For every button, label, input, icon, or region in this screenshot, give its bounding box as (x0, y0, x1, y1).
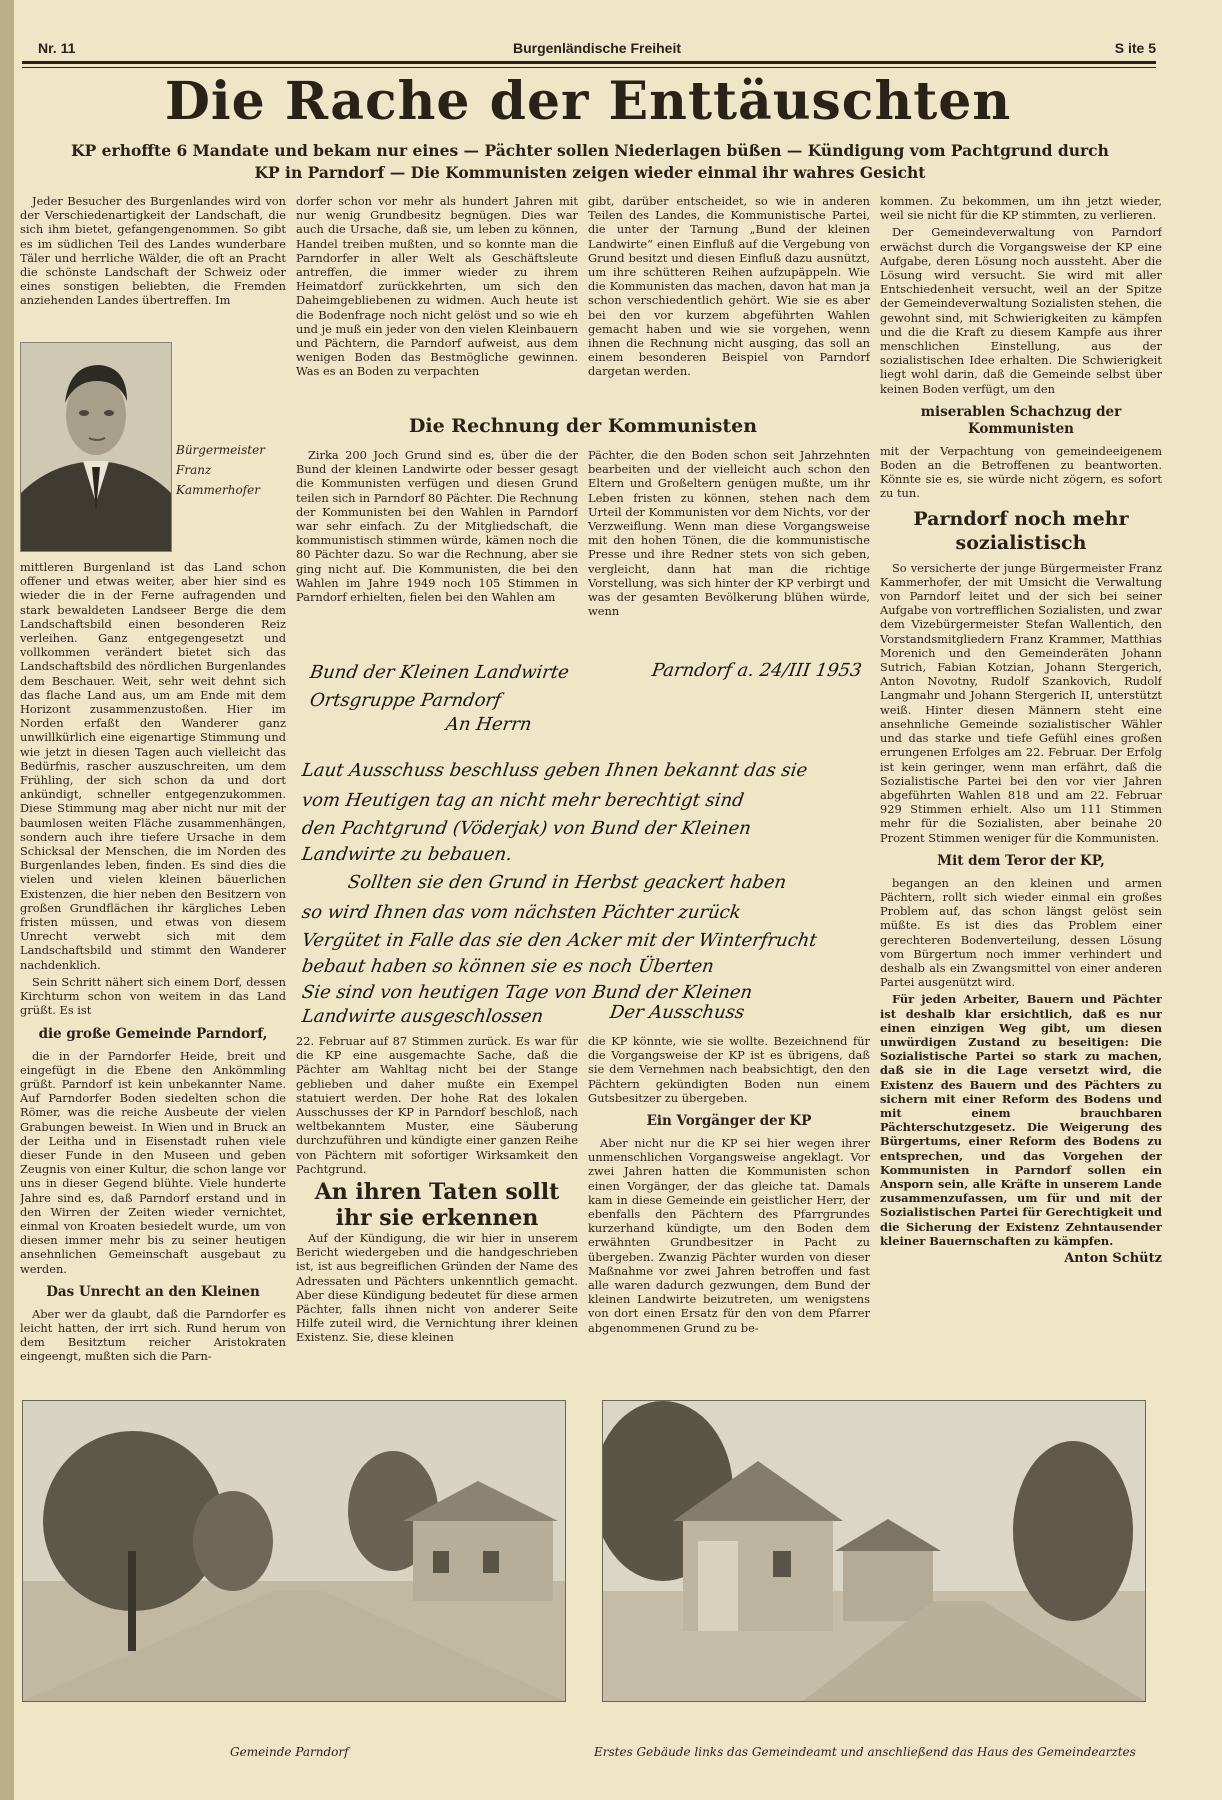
paragraph: Für jeden Arbeiter, Bauern und Pächter ist deshalb klar ersichtlich, daß es nur einen einzigen Weg gibt, um diesen unwürdigen Zustand zu beseitigen: Die Sozialistische Partei so stark zu machen, daß sie in die Lage versetzt wird, die Existenz des Bauern und des Pächters zu sichern mit einer Reform des Bodens und mit einem brauchbaren Pächterschutzgesetz. Die Weigerung des Bürgertums, einer Reform des Bodens zu entsprechen, und das Vorgehen der Kommunisten in Parndorf sollen ein Ansporn sein, alle Kräfte in unserem Lande zusammenzufassen, um für und mit der Sozialistischen Partei für Gerechtigkeit und die Sicherung der Existenz Zehntausender kleiner Bauernschaften zu kämpfen. (880, 992, 1162, 1248)
section-heading-teror: Mit dem Teror der KP, (937, 852, 1105, 869)
section-heading-vorgaenger: Ein Vorgänger der KP (646, 1113, 812, 1130)
letter-line: Bund der Kleinen Landwirte (308, 662, 571, 683)
letter-line: bebaut haben so können sie es noch Überten (300, 956, 716, 977)
paragraph: Aber nicht nur die KP sei hier wegen ihrer unmenschlichen Vorgangsweise angeklagt. Vor zwei Jahren hatten die Kommunisten schon einen Vorgänger, der das gleiche tat. Damals kam in diese Gemeinde ein geistlicher Herr, der ebenfalls den Pächtern des Pfarrgrundes kurzerhand kündigte, um den Boden dem erwähnten Grundbesitzer in Pacht zu übergeben. Zwanzig Pächter wurden von dieser Maßnahme vor zwei Jahren betroffen und fast alle waren dadurch gezwungen, dem Bund der kleinen Landwirte beizutreten, um wenigstens von dort einen Ersatz für den von dem Pfarrer abgenommenen Grund zu be- (588, 1136, 870, 1335)
page-binding-edge (0, 0, 14, 1800)
section-heading-rechnung: Die Rechnung der Kommunisten (408, 415, 758, 437)
section-heading-schachzug: miserablen Schachzug der Kommunisten (920, 403, 1122, 437)
subheadline-line-1: KP erhoffte 6 Mandate und bekam nur eines — Pächter sollen Niederlagen büßen — Kündigung vom Pachtgrund durch (71, 141, 1109, 160)
photo-village-street (22, 1400, 566, 1702)
column-2-bottom (296, 1034, 578, 1378)
letter-line: Landwirte ausgeschlossen (300, 1006, 545, 1027)
paragraph: mit der Verpachtung von gemeindeeigenem Boden an die Betroffenen zu beantworten. Könnte sie es, sie würde nicht zögern, es sofort zu tun. (880, 443, 1162, 501)
paragraph: die KP könnte, wie sie wollte. Bezeichnend für die Vorgangsweise der KP ist es übrigens, daß sie dem Vernehmen nach beabsichtigt, den den Pächtern gekündigten Boden nun einem Gutsbesitzer zu übergeben. (588, 1034, 870, 1105)
letter-line: Sie sind von heutigen Tage von Bund der Kleinen (300, 982, 754, 1003)
photo-right-caption: Erstes Gebäude links das Gemeindeamt und anschließend das Haus des Gemeindearztes (594, 1745, 1136, 1759)
bold-conclusion (880, 992, 1162, 1248)
column-2-middle (296, 448, 578, 644)
subheadline-line-2: KP in Parndorf — Die Kommunisten zeigen wieder einmal ihr wahres Gesicht (254, 163, 926, 182)
letter-line: Vergütet in Falle das sie den Acker mit der Winterfrucht (300, 930, 819, 951)
paragraph: Jeder Besucher des Burgenlandes wird von der Verschiedenartigkeit der Landschaft, die sich ihm bietet, gefangengenommen. So gibt es im südlichen Teil des Landes wunderbare Täler und herrliche Wälder, die oft an Pracht die schönste Landschaft der Schweiz oder eines sonstigen beliebten, die Fremden anziehenden Landes übertreffen. Im (20, 194, 286, 308)
paragraph: gibt, darüber entscheidet, so wie in anderen Teilen des Landes, die Kommunistische Partei, die unter der Tarnung „Bund der kleinen Landwirte“ einen Einfluß auf die Vergebung von Grund besitzt und diesen Einfluß dazu ausnützt, um ihre schütteren Reihen aufzupäppeln. Wie die Kommunisten das machen, davon hat man ja schon verschiedentlich gehört. Wie sie es aber bei den vor kurzem abgeführten Wahlen gemacht haben und wie sie vorgehen, wenn ihnen die Rechnung nicht ausging, das soll an einem besonderen Beispiel von Parndorf dargetan werden. (588, 194, 870, 379)
running-header (38, 40, 1156, 60)
portrait-illustration (21, 343, 171, 551)
letter-signature: Der Ausschuss (608, 1002, 746, 1023)
column-2-top (296, 194, 578, 400)
gemeindeamt-illustration (603, 1401, 1145, 1701)
letter-line: Sollten sie den Grund in Herbst geackert haben (346, 872, 788, 893)
handwritten-letter (296, 650, 878, 1028)
page-number: S ite 5 (1114, 40, 1156, 56)
header-rule-thick (22, 61, 1156, 64)
headline: Die Rache der Enttäuschten (164, 71, 1012, 132)
column-1-intro (20, 194, 286, 336)
paragraph: kommen. Zu bekommen, um ihn jetzt wieder, weil sie nicht für die KP stimmten, zu verlieren. (880, 194, 1162, 223)
paragraph: Pächter, die den Boden schon seit Jahrzehnten bearbeiten und der vielleicht auch schon den Eltern und Großeltern genügen mußte, um ihr Leben fristen zu können, stehen nach dem Urteil der Kommunisten vor dem Nichts, vor der Verzweiflung. Wenn man diese Vorgangsweise mit den hohen Tönen, die die kommunistische Presse und ihre Redner stets von sich geben, vergleicht, dann hat man die richtige Vorstellung, was sich hinter der KP verbirgt und was der gesamten Bevölkerung blühen würde, wenn (588, 448, 870, 619)
letter-line: Ortsgruppe Parndorf (308, 690, 503, 711)
photo-gemeindeamt (602, 1400, 1146, 1702)
column-4 (880, 194, 1162, 1380)
paragraph: begangen an den kleinen und armen Pächtern, rollt sich wieder einmal ein großes Problem auf, das schon längst gelöst sein müßte. Es ist dies das Problem einer gerechteren Bodenverteilung, dessen Lösung vom Bürgertum noch immer verhindert und deshalb als ein Zwangsmittel von einer anderen Partei ausgenützt wird. (880, 875, 1162, 990)
paragraph: Sein Schritt nähert sich einem Dorf, dessen Kirchturm schon von weitem in das Land grüßt. Es ist (20, 974, 286, 1018)
letter-line: Landwirte zu bebauen. (300, 844, 514, 865)
portrait-caption: Bürgermeister Franz Kammerhofer (176, 443, 265, 497)
section-heading-gemeinde: die große Gemeinde Parndorf, (38, 1025, 268, 1042)
column-1-main (20, 560, 286, 1378)
photo-left-caption: Gemeinde Parndorf (230, 1745, 349, 1759)
column-3-middle (588, 448, 870, 644)
letter-line: so wird Ihnen das vom nächsten Pächter zurück (300, 902, 743, 923)
paragraph: die in der Parndorfer Heide, breit und eingefügt in die Ebene den Ankömmling grüßt. Parndorf ist kein unbekannter Name. Auf Parndorfer Boden siedelten schon die Römer, was die reiche Ausbeute der vielen Grabungen beweist. In Wien und in Bruck an der Leitha und in Eisenstadt ruhen viele dieser Funde in den Museen und geben Zeugnis von einer Kultur, die schon lange vor uns in dieser Gegend blühte. Viele hunderte Jahre sind es, daß Parndorf erstand und in den Wirren der Zeiten wieder vernichtet, einmal von Kroaten besiedelt wurde, um von diesen immer mehr bis zu seiner heutigen ansehnlichen Gemeinschaft ausgebaut zu werden. (20, 1048, 286, 1276)
paragraph: Auf der Kündigung, die wir hier in unserem Bericht wiedergeben und die handgeschrieben ist, ist aus begreiflichen Gründen der Name des Adressaten und Pächters unkenntlich gemacht. Aber diese Kündigung bedeutet für diese armen Pächter, falls ihnen nicht von anderer Seite Hilfe zuteil wird, die Vernichtung ihrer kleinen Existenz. Sie, diese kleinen (296, 1231, 578, 1345)
rechnung-heading-wrap (296, 408, 870, 444)
section-heading-parndorf: Parndorf noch mehr sozialistisch (913, 507, 1129, 554)
paragraph: Der Gemeindeverwaltung von Parndorf erwächst durch die Vorgangsweise der KP eine Aufgabe, deren Lösung noch aussteht. Aber die Lösung wird versucht. Sie wird mit aller Entschiedenheit versucht, weil an der Spitze der Gemeindeverwaltung Sozialisten stehen, die gewohnt sind, mit Schwierigkeiten zu kämpfen und die die Kraft zu diesem Kampfe aus ihrer menschlichen Einstellung, aus der sozialistischen Idee erhalten. Die Schwierigkeit liegt wohl darin, daß die Gemeinde selbst über keinen Boden verfügt, um den (880, 225, 1162, 396)
paragraph: So versicherte der junge Bürgermeister Franz Kammerhofer, der mit Umsicht die Verwaltung von Parndorf leitet und der sich bei seiner Aufgabe von vortrefflichen Sozialisten, und zwar dem Vizebürgermeister Stefan Wallentich, den Vorstandsmitgliedern Franz Krammer, Matthias Morenich und den Gemeinderäten Johann Sutrich, Fabian Kotzian, Johann Stergerich, Anton Novotny, Rudolf Szankovich, Rudolf Langmahr und Johann Stergerich II, unterstützt weiß. Hinter diesen Männern steht eine ansehnliche Gemeinde sozialistischer Wähler und das starke und tiefe Gefühl eines großen errungenen Erfolges am 22. Februar. Der Erfolg ist kein geringer, wenn man erfährt, daß die Sozialistische Partei bei den vor vier Jahren abgeführten Wahlen 818 und am 22. Februar 929 Stimmen erhielt. Also um 111 Stimmen mehr für die Sozialisten, aber beinahe 20 Prozent Stimmen weniger für die Kommunisten. (880, 560, 1162, 845)
mayor-portrait-photo (20, 342, 172, 552)
paragraph: mittleren Burgenland ist das Land schon offener und etwas weiter, aber hier sind es wieder die in der Ferne aufragenden und stark bewaldeten Landseer Berge die dem Landschaftsbild einen besonderen Reiz verleihen. Ganz entgegengesetzt und vollkommen verändert bietet sich das Landschaftsbild des nördlichen Burgenlandes dem Beschauer. Weit, sehr weit dehnt sich das flache Land aus, um am Ende mit dem Horizont zusammenzustoßen. Hier im Norden erfaßt den Wanderer ganz unwillkürlich eine eigenartige Stimmung und wie jetzt in diesen Tagen auch vielleicht das Bedürfnis, rascher auszuschreiten, um dem Frühling, der sich schon da und dort ankündigt, schneller entgegenzukommen. Diese Stimmung mag aber nicht nur mit der baumlosen weiten Fläche zusammenhängen, sondern auch ihre tiefere Ursache in dem Schicksal der Menschen, die im Norden des Burgenlandes leben, finden. Es sind dies die vielen und vielen kleinen bäuerlichen Existenzen, die hier neben den Besitzern von großen Grundflächen ihr kärgliches Leben fristen müssen, und etwas von diesem Unrecht verwebt sich mit dem Landschaftsbild und stimmt den Wanderer nachdenklich. (20, 560, 286, 972)
header-rule-thin (22, 67, 1156, 68)
letter-line: Laut Ausschuss beschluss geben Ihnen bekannt das sie (300, 760, 809, 781)
letter-line: An Herrn (444, 714, 533, 735)
paragraph: Zirka 200 Joch Grund sind es, über die der Bund der kleinen Landwirte oder besser gesagt die Kommunisten verfügen und diesen Grund teilen sich in Parndorf 80 Pächter. Die Rechnung der Kommunisten bei den Wahlen in Parndorf war sehr einfach. Zu der Mitgliedschaft, die kommunistisch stimmen würde, kämen noch die 80 Pächter dazu. So war die Rechnung, aber sie ging nicht auf. Die Kommunisten, die bei den Wahlen im Jahre 1949 noch 105 Stimmen in Parndorf erhielten, fielen bei den Wahlen am (296, 448, 578, 605)
paragraph: 22. Februar auf 87 Stimmen zurück. Es war für die KP eine ausgemachte Sache, daß die Pächter am Wahltag nicht bei der Stange geblieben und daher mußte ein Exempel statuiert werden. Der hohe Rat des lokalen Ausschusses der KP in Parndorf beschloß, nach weltbekanntem Muster, eine Säuberung durchzuführen und kündigte einer ganzen Reihe von Pächtern mit sofortiger Wirksamkeit den Pachtgrund. (296, 1034, 578, 1176)
column-3-top (588, 194, 870, 400)
subheadline (18, 140, 1162, 184)
village-street-illustration (23, 1401, 565, 1701)
letter-date: Parndorf a. 24/III 1953 (650, 660, 864, 681)
newspaper-name: Burgenländische Freiheit (512, 40, 682, 56)
author-signature: Anton Schütz (1064, 1251, 1162, 1266)
letter-line: den Pachtgrund (Vöderjak) von Bund der Kleinen (300, 818, 753, 839)
column-3-bottom (588, 1034, 870, 1378)
paragraph: dorfer schon vor mehr als hundert Jahren mit nur wenig Grundbesitz begnügen. Dies war auch die Ursache, daß sie, um leben zu können, Handel treiben mußten, und so konnte man die Parndorfer in aller Welt als Geschäftsleute antreffen, die immer wieder zu ihrem Heimatdorf zurückkehrten, um sich den Daheimgebliebenen zu widmen. Auch heute ist die Bodenfrage noch nicht gelöst und so wie eh und je muß ein jeder von den vielen Kleinbauern und Pächtern, die Parndorf aufweist, aus dem wenigen Boden das Bestmögliche gewinnen. Was es an Boden zu verpachten (296, 194, 578, 379)
section-heading-taten: An ihren Taten sollt ihr sie erkennen (314, 1179, 560, 1232)
paragraph: Aber wer da glaubt, daß die Parndorfer es leicht hatten, der irrt sich. Rund herum von dem Besitztum reicher Aristokraten eingeengt, mußten sich die Parn- (20, 1306, 286, 1364)
issue-number: Nr. 11 (38, 40, 76, 56)
section-heading-unrecht: Das Unrecht an den Kleinen (46, 1283, 260, 1300)
letter-line: vom Heutigen tag an nicht mehr berechtigt sind (300, 790, 746, 811)
